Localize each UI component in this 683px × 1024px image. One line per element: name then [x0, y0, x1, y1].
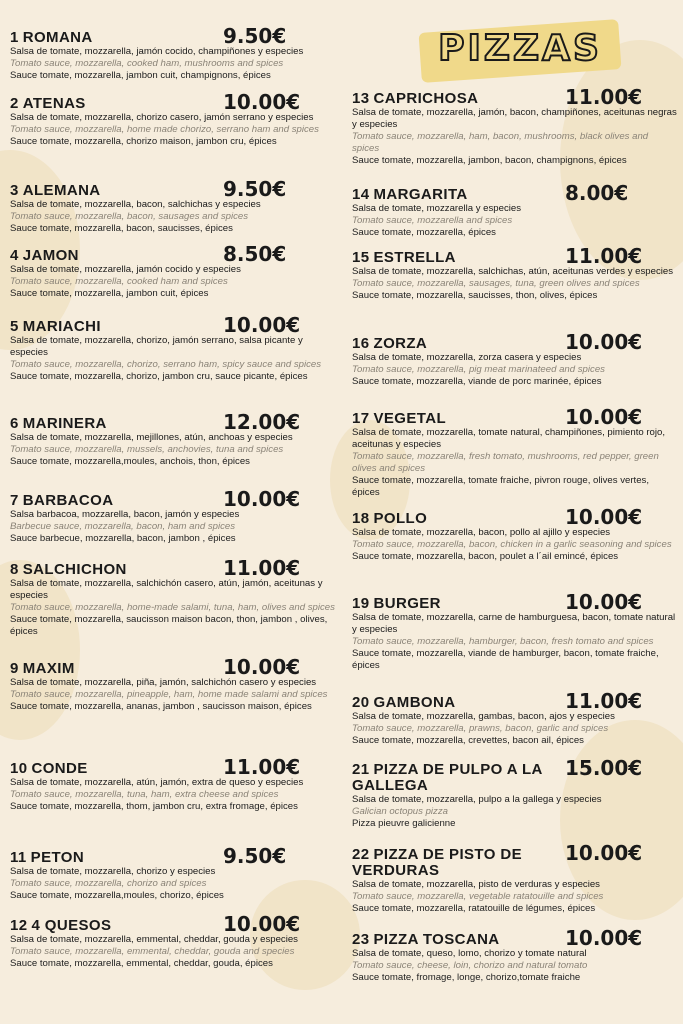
- item-price: 11.00€: [565, 689, 643, 713]
- item-desc-es: Salsa de tomate, mozzarella, pisto de verduras y especies: [352, 879, 600, 890]
- item-price: 10.00€: [223, 912, 301, 936]
- item-price: 10.00€: [223, 313, 301, 337]
- item-price: 9.50€: [223, 24, 287, 48]
- menu-item: [352, 756, 677, 830]
- item-desc-en: Tomato sauce, cheese, loin, chorizo and natural tomato: [352, 960, 588, 971]
- item-name: 5 MARIACHI: [10, 318, 101, 335]
- item-price: 12.00€: [223, 410, 301, 434]
- item-price: 10.00€: [565, 926, 643, 950]
- item-desc-es: Salsa de tomate, mozzarella, mejillones, atún, anchoas y especies: [10, 432, 293, 443]
- item-number: 4: [10, 247, 19, 264]
- item-name: 3 ALEMANA: [10, 182, 101, 199]
- menu-item: [10, 655, 335, 713]
- item-number: 7: [10, 492, 19, 509]
- item-price: 11.00€: [565, 85, 643, 109]
- menu-item: [352, 689, 677, 747]
- item-desc-en: Tomato sauce, mozzarella, cooked ham, mushrooms and spices: [10, 58, 284, 69]
- menu-item: [352, 926, 677, 984]
- item-price: 11.00€: [565, 244, 643, 268]
- item-desc-es: Salsa de tomate, mozzarella, chorizo casero, jamón serrano y especies: [10, 112, 314, 123]
- item-price: 8.50€: [223, 242, 287, 266]
- item-desc-es: Salsa de tomate, mozzarella, chorizo, jamón serrano, salsa picante y especies: [10, 335, 303, 358]
- menu-item: [10, 313, 335, 383]
- item-number: 3: [10, 182, 19, 199]
- item-number: 19: [352, 595, 370, 612]
- item-desc-fr: Sauce tomate, mozzarella, emmental, cheddar, gouda, épices: [10, 958, 273, 969]
- item-desc-en: Tomato sauce, mozzarella, chorizo, serrano ham, spicy sauce and spices: [10, 359, 322, 370]
- item-number: 13: [352, 90, 370, 107]
- item-desc-fr: Sauce tomate, mozzarella, ananas, jambon , saucisson maison, épices: [10, 701, 312, 712]
- item-desc-fr: Sauce tomate, mozzarella, bacon, saucisses, épices: [10, 223, 233, 234]
- item-desc-fr: Sauce tomate, mozzarella,moules, chorizo, épices: [10, 890, 224, 901]
- item-number: 11: [10, 849, 27, 866]
- item-desc-en: Tomato sauce, mozzarella, vegetable ratatouille and spices: [352, 891, 604, 902]
- item-number: 15: [352, 249, 370, 266]
- item-number: 6: [10, 415, 19, 432]
- item-desc-en: Tomato sauce, mozzarella, home-made salami, tuna, ham, olives and spices: [10, 602, 335, 613]
- item-price: 10.00€: [565, 405, 643, 429]
- item-desc-fr: Sauce tomate, mozzarella, tomate fraiche, pivron rouge, olives vertes, épices: [352, 475, 650, 498]
- item-name: 22 PIZZA DE PISTO DE VERDURAS: [352, 846, 522, 879]
- item-price: 9.50€: [223, 177, 287, 201]
- menu-item: [10, 90, 335, 148]
- menu-item: [10, 24, 335, 82]
- item-desc-fr: Sauce tomate, mozzarella, jambon, bacon, champignons, épices: [352, 155, 627, 166]
- item-number: 5: [10, 318, 19, 335]
- item-desc-en: Tomato sauce, mozzarella, sausages, tuna, green olives and spices: [352, 278, 640, 289]
- item-desc-en: Galician octopus pizza: [352, 806, 448, 817]
- item-number: 22: [352, 846, 370, 863]
- item-desc-es: Salsa de tomate, mozzarella, gambas, bacon, ajos y especies: [352, 711, 615, 722]
- item-price: 10.00€: [565, 841, 643, 865]
- item-desc-en: Tomato sauce, mozzarella, pig meat marinateed and spices: [352, 364, 605, 375]
- item-desc-en: Tomato sauce, mozzarella, hamburger, bacon, fresh tomato and spices: [352, 636, 654, 647]
- item-name: 16 ZORZA: [352, 335, 428, 352]
- item-price: 10.00€: [565, 505, 643, 529]
- item-desc-es: Salsa de tomate, mozzarella, tomate natural, champiñones, pimiento rojo, aceitunas y especies: [352, 427, 666, 450]
- item-desc-en: Barbecue sauce, mozzarella, bacon, ham and spices: [10, 521, 236, 532]
- item-desc-es: Salsa de tomate, mozzarella, salchichas, atún, aceitunas verdes y especies: [352, 266, 674, 277]
- item-desc-fr: Sauce tomate, mozzarella, jambon cuit, épices: [10, 288, 209, 299]
- item-desc-es: Salsa de tomate, queso, lomo, chorizo y tomate natural: [352, 948, 587, 959]
- item-desc-fr: Sauce tomate, mozzarella,moules, anchois, thon, épices: [10, 456, 250, 467]
- item-price: 10.00€: [565, 590, 643, 614]
- menu-item: [352, 841, 677, 915]
- item-desc-es: Salsa de tomate, mozzarella, piña, jamón, salchichón casero y especies: [10, 677, 317, 688]
- item-number: 20: [352, 694, 370, 711]
- item-desc-es: Salsa de tomate, mozzarella, bacon, pollo al ajillo y especies: [352, 527, 611, 538]
- item-name: 10 CONDE: [10, 760, 88, 777]
- item-desc-es: Salsa de tomate, mozzarella, atún, jamón, extra de queso y especies: [10, 777, 304, 788]
- item-name: 23 PIZZA TOSCANA: [352, 931, 500, 948]
- menu-item: [10, 487, 335, 545]
- item-desc-es: Salsa de tomate, mozzarella, chorizo y especies: [10, 866, 216, 877]
- item-name: 21 PIZZA DE PULPO A LA GALLEGA: [352, 761, 543, 794]
- item-desc-en: Tomato sauce, mozzarella, emmental, cheddar, gouda and species: [10, 946, 295, 957]
- menu-item: [352, 405, 677, 499]
- item-desc-fr: Sauce tomate, mozzarella, crevettes, bacon ail, épices: [352, 735, 584, 746]
- item-number: 17: [352, 410, 370, 427]
- item-desc-es: Salsa de tomate, mozzarella, pulpo a la gallega y especies: [352, 794, 602, 805]
- item-desc-es: Salsa de tomate, mozzarella, bacon, salchichas y especies: [10, 199, 261, 210]
- item-name: 8 SALCHICHON: [10, 561, 127, 578]
- page-title: PIZZAS: [438, 28, 602, 69]
- item-price: 10.00€: [223, 487, 301, 511]
- item-desc-es: Salsa de tomate, mozzarella, jamón cocido y especies: [10, 264, 241, 275]
- item-number: 18: [352, 510, 370, 527]
- item-desc-en: Tomato sauce, mozzarella, tuna, ham, extra cheese and spices: [10, 789, 279, 800]
- item-price: 8.00€: [565, 181, 629, 205]
- item-name: 20 GAMBONA: [352, 694, 456, 711]
- item-price: 11.00€: [223, 556, 301, 580]
- menu-item: [10, 556, 335, 638]
- item-desc-en: Tomato sauce, mozzarella, fresh tomato, mushrooms, red pepper, green olives and spices: [352, 451, 659, 474]
- item-name: 2 ATENAS: [10, 95, 86, 112]
- item-desc-en: Tomato sauce, mozzarella, prawns, bacon, garlic and spices: [352, 723, 609, 734]
- menu-item: [352, 244, 677, 302]
- item-name: 12 4 QUESOS: [10, 917, 112, 934]
- menu-item: [10, 177, 335, 235]
- item-price: 15.00€: [565, 756, 643, 780]
- item-desc-fr: Sauce tomate, mozzarella, saucisses, thon, olives, épices: [352, 290, 598, 301]
- item-number: 10: [10, 760, 28, 777]
- menu-item: [10, 844, 335, 902]
- item-desc-fr: Sauce tomate, fromage, longe, chorizo,tomate fraiche: [352, 972, 581, 983]
- item-desc-es: Salsa de tomate, mozzarella, emmental, cheddar, gouda y especies: [10, 934, 298, 945]
- menu-item: [10, 755, 335, 813]
- menu-item: [352, 330, 677, 388]
- menu-item: [10, 242, 335, 300]
- item-name: 11 PETON: [10, 849, 85, 866]
- item-desc-fr: Sauce tomate, mozzarella, chorizo, jambon cru, sauce picante, épices: [10, 371, 308, 382]
- item-desc-es: Salsa de tomate, mozzarella, zorza casera y especies: [352, 352, 582, 363]
- item-desc-fr: Sauce tomate, mozzarella, épices: [352, 227, 496, 238]
- item-desc-en: Tomato sauce, mozzarella and spices: [352, 215, 513, 226]
- menu-item: [10, 912, 335, 970]
- item-desc-en: Tomato sauce, mozzarella, chorizo and spices: [10, 878, 207, 889]
- item-name: 18 POLLO: [352, 510, 428, 527]
- menu-item: [352, 590, 677, 672]
- item-desc-fr: Sauce tomate, mozzarella, jambon cuit, champignons, épices: [10, 70, 271, 81]
- item-desc-es: Salsa de tomate, mozzarella y especies: [352, 203, 522, 214]
- item-price: 10.00€: [223, 90, 301, 114]
- item-number: 12: [10, 917, 28, 934]
- menu-item: [10, 410, 335, 468]
- item-price: 10.00€: [223, 655, 301, 679]
- item-number: 16: [352, 335, 370, 352]
- menu-item: [352, 505, 677, 563]
- item-desc-fr: Pizza pieuvre galicienne: [352, 818, 456, 829]
- item-desc-en: Tomato sauce, mozzarella, mussels, anchovies, tuna and spices: [10, 444, 284, 455]
- item-number: 21: [352, 761, 370, 778]
- item-desc-es: Salsa de tomate, mozzarella, jamón cocido, champiñones y especies: [10, 46, 304, 57]
- title-badge: [420, 26, 620, 76]
- item-desc-es: Salsa de tomate, mozzarella, carne de hamburguesa, bacon, tomate natural y especies: [352, 612, 676, 635]
- item-desc-fr: Sauce barbecue, mozzarella, bacon, jambon , épices: [10, 533, 236, 544]
- item-number: 1: [10, 29, 19, 46]
- item-desc-fr: Sauce tomate, mozzarella, bacon, poulet a l´ail emincé, épices: [352, 551, 619, 562]
- item-name: 15 ESTRELLA: [352, 249, 456, 266]
- item-desc-en: Tomato sauce, mozzarella, bacon, chicken in a garlic seasoning and spices: [352, 539, 672, 550]
- item-desc-fr: Sauce tomate, mozzarella, chorizo maison, jambon cru, épices: [10, 136, 277, 147]
- item-price: 10.00€: [565, 330, 643, 354]
- item-name: 6 MARINERA: [10, 415, 107, 432]
- item-desc-fr: Sauce tomate, mozzarella, viande de porc marinée, épices: [352, 376, 602, 387]
- item-desc-en: Tomato sauce, mozzarella, pineapple, ham, home made salami and spices: [10, 689, 328, 700]
- item-desc-en: Tomato sauce, mozzarella, cooked ham and spices: [10, 276, 228, 287]
- item-number: 8: [10, 561, 19, 578]
- item-number: 2: [10, 95, 19, 112]
- item-name: 17 VEGETAL: [352, 410, 447, 427]
- item-desc-en: Tomato sauce, mozzarella, home made chorizo, serrano ham and spices: [10, 124, 319, 135]
- item-name: 1 ROMANA: [10, 29, 93, 46]
- item-name: 19 BURGER: [352, 595, 441, 612]
- item-number: 14: [352, 186, 370, 203]
- item-name: 13 CAPRICHOSA: [352, 90, 479, 107]
- item-desc-fr: Sauce tomate, mozzarella, viande de hamburger, bacon, tomate fraiche, épices: [352, 648, 659, 671]
- item-desc-en: Tomato sauce, mozzarella, ham, bacon, mushrooms, black olives and spices: [352, 131, 649, 154]
- item-desc-es: Salsa barbacoa, mozzarella, bacon, jamón y especies: [10, 509, 240, 520]
- item-desc-es: Salsa de tomate, mozzarella, jamón, bacon, champiñones, aceitunas negras y especies: [352, 107, 677, 130]
- item-desc-fr: Sauce tomate, mozzarella, saucisson maison bacon, thon, jambon , olives, épices: [10, 614, 328, 637]
- item-desc-en: Tomato sauce, mozzarella, bacon, sausages and spices: [10, 211, 249, 222]
- item-price: 9.50€: [223, 844, 287, 868]
- item-desc-fr: Sauce tomate, mozzarella, thom, jambon cru, extra fromage, épices: [10, 801, 298, 812]
- item-desc-fr: Sauce tomate, mozzarella, ratatouille de légumes, épices: [352, 903, 596, 914]
- item-number: 9: [10, 660, 19, 677]
- item-name: 14 MARGARITA: [352, 186, 468, 203]
- item-name: 4 JAMON: [10, 247, 79, 264]
- menu-item: [352, 85, 677, 167]
- menu-item: [352, 181, 677, 239]
- item-name: 7 BARBACOA: [10, 492, 114, 509]
- item-desc-es: Salsa de tomate, mozzarella, salchichón casero, atún, jamón, aceitunas y especies: [10, 578, 323, 601]
- item-number: 23: [352, 931, 370, 948]
- item-price: 11.00€: [223, 755, 301, 779]
- item-name: 9 MAXIM: [10, 660, 75, 677]
